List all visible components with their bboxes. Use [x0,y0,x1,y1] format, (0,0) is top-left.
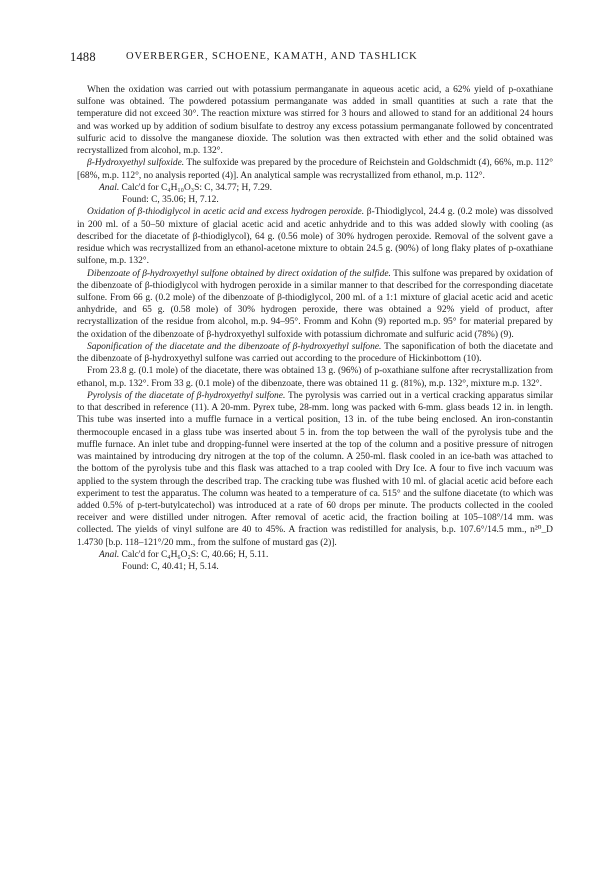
paragraph-text: When the oxidation was carried out with potassium permanganate in aqueous acetic acid, a 62% yield of p-oxathiane sulfone was obtained. The powdered potassium permanganate was added in small quantities at such a rate that the temperature did not exceed 30°. The reaction mixture was stirred for 3 hours and allowed to stand for an additional 24 hours and was worked up by addition of sodium bisulfate to destroy any excess potassium permanganate followed by concentrated sulfuric acid to dissolve the manganese dioxide. The solution was then extracted with ether and the solid obtained was recrystallized from alcohol, m.p. 132°. [77,85,553,157]
analysis-text: Found: C, 40.41; H, 5.14. [122,562,219,573]
paragraph-text: From 23.8 g. (0.1 mole) of the diacetate, there was obtained 13 g. (96%) of p-oxathiane sulfone after recrystallization from ethanol, m.p. 132°. From 33 g. (0.1 mole) of the dibenzoate, there was obtained 11 g. (81%), m.p. 132°, mixture m.p. 132°. [77,366,553,389]
paragraph-text: The pyrolysis was carried out in a vertical cracking apparatus similar to that described in reference (11). A 20-mm. Pyrex tube, 28-mm. long was packed with 6-mm. glass beads 12 in. in length. This tube was inserted into a muffle furnace in a vertical position, 13 in. of the tube being enclosed. An iron-constantin thermocouple encased in a glass tube was inserted about 5 in. from the top between the wall of the pyrolysis tube and the muffle furnace. An inlet tube and dropping-funnel were inserted at the top of the column and a positive pressure of nitrogen was maintained by introducing dry nitrogen at the top of the column. A 250-ml. flask cooled in an ice-bath was attached to the bottom of the pyrolysis tube and this flask was attached to a trap cooled with Dry Ice. A four to five inch vacuum was applied to the system through the described trap. The cracking tube was flushed with 10 ml. of glacial acetic acid before each experiment to test the apparatus. The column was heated to a temperature of ca. 515° and the sulfone diacetate (to which was added 0.5% of p-tert-butylcatechol) was introduced at a rate of 60 drops per minute. The products collected in the cooled receiver and were distilled under nitrogen. After removal of acetic acid, the fraction boiling at 105–108°/14 mm. was collected. The yields of vinyl sulfone are 40 to 45%. A fraction was redistilled for analysis, b.p. 107.6°/14.5 mm., n²⁰_D 1.4730 [b.p. 118–121°/20 mm., from the sulfone of mustard gas (2)]. [77,390,553,548]
paragraph-text: β-Thiodiglycol, 24.4 g. (0.2 mole) was dissolved in 200 ml. of a 50–50 mixture of glacial acetic acid and acetic anhydride and to this was added slowly with cooling (as described for the diacetate of β-thiodiglycol), 64 g. (0.56 mole) of 30% hydrogen peroxide. Removal of the solvent gave a residue which was recrystallized from an ethanol-acetone mixture to obtain 24.5 g. (90%) of long flaky plates of p-oxathiane sulfone, m.p. 132°. [77,207,553,267]
paragraph-text: The sulfoxide was prepared by the procedure of Reichstein and Goldschmidt (4), 66%, m.p. 112° [68%, m.p. 112°, no analysis reported (4)]. An analytical sample was recrystallized from ethanol, m.p. 112°. [77,158,553,181]
section-heading: β-Hydroxyethyl sulfoxide. [87,158,185,169]
paragraph-thiodiglycol-oxidation [77,206,553,267]
section-heading: Saponification of the diacetate and the dibenzoate of β-hydroxyethyl sulfone. [87,341,382,352]
section-heading: Oxidation of β-thiodiglycol in acetic acid and excess hydrogen peroxide. [87,207,365,218]
page-header [70,50,550,66]
analysis-text: Calc'd for C₄H₆O₂S: C, 40.66; H, 5.11. [119,549,269,560]
paragraph-hydroxyethyl-sulfoxide [77,157,553,181]
paragraph-text: This sulfone was prepared by oxidation of the dibenzoate of β-thiodiglycol with hydrogen peroxide in a similar manner to that described for the corresponding diacetate sulfone. From 66 g. (0.2 mole) of the dibenzoate of β-thiodiglycol, 200 ml. of a 1:1 mixture of glacial acetic acid and acetic anhydride, and 65 g. (0.58 mole) of 30% hydrogen peroxide, there was obtained a 92% yield of product, after recrystallization of the residue from alcohol, m.p. 94–95°. Fromm and Kohn (9) reported m.p. 95° for material prepared by the oxidation of the dibenzoate of β-hydroxyethyl sulfoxide with potassium dichromate and sulfuric acid (78%) (9). [77,268,553,340]
paragraph-saponification-yields [77,365,553,389]
analysis-calculated [77,182,553,194]
analysis-found [77,194,553,206]
paragraph-pyrolysis [77,390,553,549]
section-heading: Dibenzoate of β-hydroxyethyl sulfone obtained by direct oxidation of the sulfide. [87,268,391,279]
section-heading: Pyrolysis of the diacetate of β-hydroxyethyl sulfone. [87,390,286,401]
page-number: 1488 [70,50,96,64]
analysis-label: Anal. [99,549,120,560]
paragraph-text: The saponification of both the diacetate and the dibenzoate of β-hydroxyethyl sulfone was carried out according to the procedure of Hickinbottom (10). [77,341,553,365]
analysis-found [77,561,553,573]
analysis-text: Calc'd for C₄H₁₀O₃S: C, 34.77; H, 7.29. [119,182,272,193]
running-head: OVERBERGER, SCHOENE, KAMATH, AND TASHLICK [126,51,418,62]
analysis-text: Found: C, 35.06; H, 7.12. [122,195,219,206]
paragraph-permanganate-oxidation [77,84,553,157]
paragraph-saponification [77,341,553,365]
analysis-calculated [77,549,553,561]
paragraph-dibenzoate-sulfone [77,268,553,341]
analysis-label: Anal. [99,182,120,193]
article-body [77,84,553,573]
